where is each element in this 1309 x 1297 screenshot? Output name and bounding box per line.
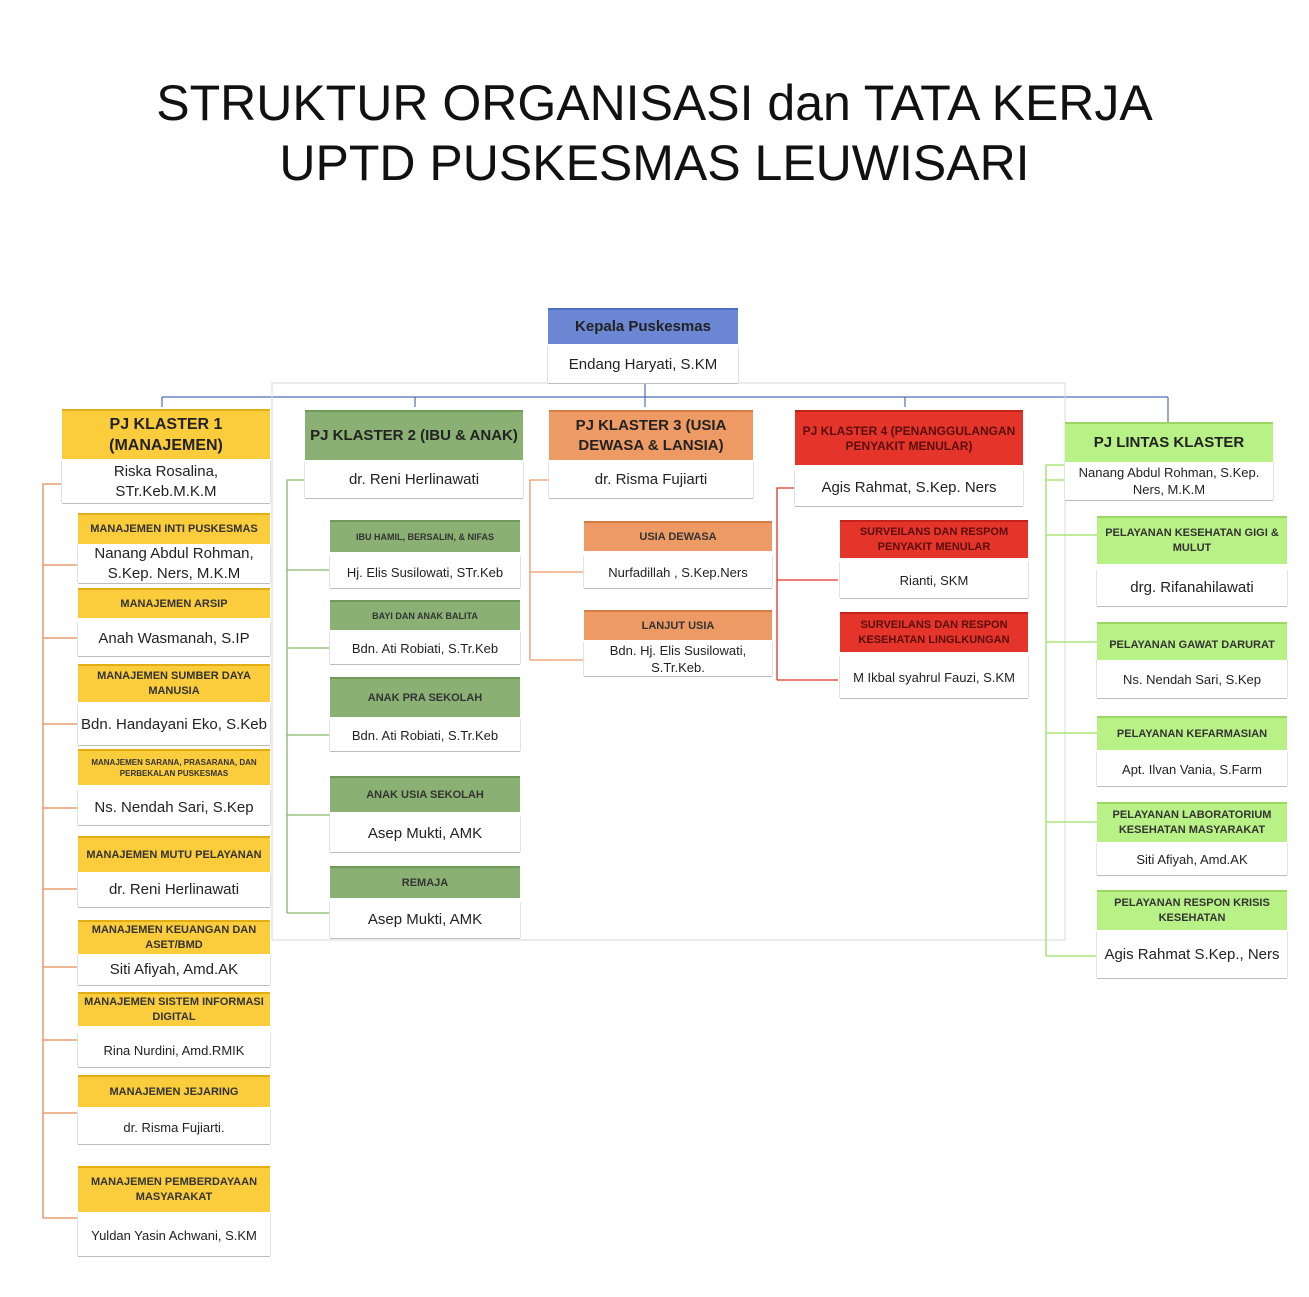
- klaster1-unit-name: Yuldan Yasin Achwani, S.KM: [78, 1214, 270, 1256]
- klaster1-unit-name: Anah Wasmanah, S.IP: [78, 622, 270, 656]
- klaster3-unit-title: USIA DEWASA: [584, 521, 772, 551]
- klaster3-lead: dr. Risma Fujiarti: [549, 462, 753, 498]
- lintas-unit-title: PELAYANAN RESPON KRISIS KESEHATAN: [1097, 890, 1287, 930]
- lintas-unit-name: Apt. Ilvan Vania, S.Farm: [1097, 752, 1287, 786]
- klaster1-unit-title: MANAJEMEN JEJARING: [78, 1075, 270, 1107]
- klaster2-unit-name: Bdn. Ati Robiati, S.Tr.Keb: [330, 719, 520, 751]
- klaster4-unit-title: SURVEILANS DAN RESPOM PENYAKIT MENULAR: [840, 520, 1028, 558]
- klaster1-unit-name: dr. Reni Herlinawati: [78, 873, 270, 907]
- klaster4-title: PJ KLASTER 4 (PENANGGULANGAN PENYAKIT MENULAR): [795, 410, 1023, 465]
- connector-klaster4: [777, 488, 838, 680]
- lintas-unit-name: Ns. Nendah Sari, S.Kep: [1097, 660, 1287, 698]
- lintas-unit-name: Siti Afiyah, Amd.AK: [1097, 843, 1287, 875]
- klaster2-unit-title: ANAK PRA SEKOLAH: [330, 677, 520, 717]
- klaster2-title: PJ KLASTER 2 (IBU & ANAK): [305, 410, 523, 460]
- klaster1-unit-title: MANAJEMEN SUMBER DAYA MANUSIA: [78, 664, 270, 702]
- klaster3-title: PJ KLASTER 3 (USIA DEWASA & LANSIA): [549, 410, 753, 460]
- klaster1-lead: Riska Rosalina, STr.Keb.M.K.M: [62, 461, 270, 503]
- klaster4-lead: Agis Rahmat, S.Kep. Ners: [795, 470, 1023, 506]
- klaster1-unit-title: MANAJEMEN INTI PUSKESMAS: [78, 513, 270, 544]
- klaster1-unit-title: MANAJEMEN SISTEM INFORMASI DIGITAL: [78, 992, 270, 1026]
- klaster1-unit-name: Siti Afiyah, Amd.AK: [78, 955, 270, 985]
- klaster2-unit-title: REMAJA: [330, 866, 520, 898]
- klaster2-unit-name: Asep Mukti, AMK: [330, 902, 520, 938]
- connector-klaster1: [43, 484, 78, 1218]
- head-name: Endang Haryati, S.KM: [548, 346, 738, 383]
- klaster1-unit-title: MANAJEMEN SARANA, PRASARANA, DAN PERBEKALAN PUSKESMAS: [78, 749, 270, 785]
- klaster4-unit-title: SURVEILANS DAN RESPON KESEHATAN LINGLKUNGAN: [840, 612, 1028, 652]
- lintas-unit-title: PELAYANAN KEFARMASIAN: [1097, 716, 1287, 750]
- lintas-unit-title: PELAYANAN GAWAT DARURAT: [1097, 622, 1287, 666]
- klaster3-unit-name: Nurfadillah , S.Kep.Ners: [584, 556, 772, 588]
- klaster2-unit-title: IBU HAMIL, BERSALIN, & NIFAS: [330, 520, 520, 552]
- klaster2-lead: dr. Reni Herlinawati: [305, 462, 523, 498]
- connector-klaster2: [287, 480, 330, 913]
- klaster1-unit-name: Ns. Nendah Sari, S.Kep: [78, 790, 270, 825]
- chart-title-line-2: UPTD PUSKESMAS LEUWISARI: [279, 135, 1030, 191]
- klaster1-unit-name: Bdn. Handayani Eko, S.Keb: [78, 705, 270, 745]
- klaster2-unit-title: BAYI DAN ANAK BALITA: [330, 600, 520, 630]
- klaster1-unit-title: MANAJEMEN KEUANGAN DAN ASET/BMD: [78, 920, 270, 954]
- klaster4-unit-name: M Ikbal syahrul Fauzi, S.KM: [840, 656, 1028, 698]
- lintas-unit-title: PELAYANAN KESEHATAN GIGI & MULUT: [1097, 516, 1287, 564]
- klaster1-unit-name: Rina Nurdini, Amd.RMIK: [78, 1033, 270, 1067]
- klaster4-unit-name: Rianti, SKM: [840, 562, 1028, 598]
- connector-klaster3: [530, 480, 584, 660]
- klaster1-unit-title: MANAJEMEN ARSIP: [78, 588, 270, 618]
- connector-lintas: [1046, 465, 1097, 956]
- klaster2-unit-name: Bdn. Ati Robiati, S.Tr.Keb: [330, 632, 520, 664]
- head-title: Kepala Puskesmas: [548, 308, 738, 344]
- lintas-lead: Nanang Abdul Rohman, S.Kep. Ners, M.K.M: [1065, 462, 1273, 500]
- klaster1-unit-title: MANAJEMEN PEMBERDAYAAN MASYARAKAT: [78, 1166, 270, 1212]
- klaster3-unit-name: Bdn. Hj. Elis Susilowati, S.Tr.Keb.: [584, 642, 772, 676]
- klaster1-title: PJ KLASTER 1 (MANAJEMEN): [62, 409, 270, 459]
- lintas-unit-name: Agis Rahmat S.Kep., Ners: [1097, 932, 1287, 978]
- klaster1-unit-name: dr. Risma Fujiarti.: [78, 1110, 270, 1144]
- klaster1-unit-title: MANAJEMEN MUTU PELAYANAN: [78, 836, 270, 872]
- klaster2-unit-name: Asep Mukti, AMK: [330, 816, 520, 852]
- lintas-title: PJ LINTAS KLASTER: [1065, 422, 1273, 462]
- klaster1-unit-name: Nanang Abdul Rohman, S.Kep. Ners, M.K.M: [78, 545, 270, 583]
- klaster2-unit-title: ANAK USIA SEKOLAH: [330, 776, 520, 812]
- lintas-unit-title: PELAYANAN LABORATORIUM KESEHATAN MASYARAKAT: [1097, 802, 1287, 842]
- klaster2-unit-name: Hj. Elis Susilowati, STr.Keb: [330, 556, 520, 588]
- lintas-unit-name: drg. Rifanahilawati: [1097, 570, 1287, 606]
- chart-title-line-1: STRUKTUR ORGANISASI dan TATA KERJA: [156, 75, 1153, 131]
- klaster3-unit-title: LANJUT USIA: [584, 610, 772, 640]
